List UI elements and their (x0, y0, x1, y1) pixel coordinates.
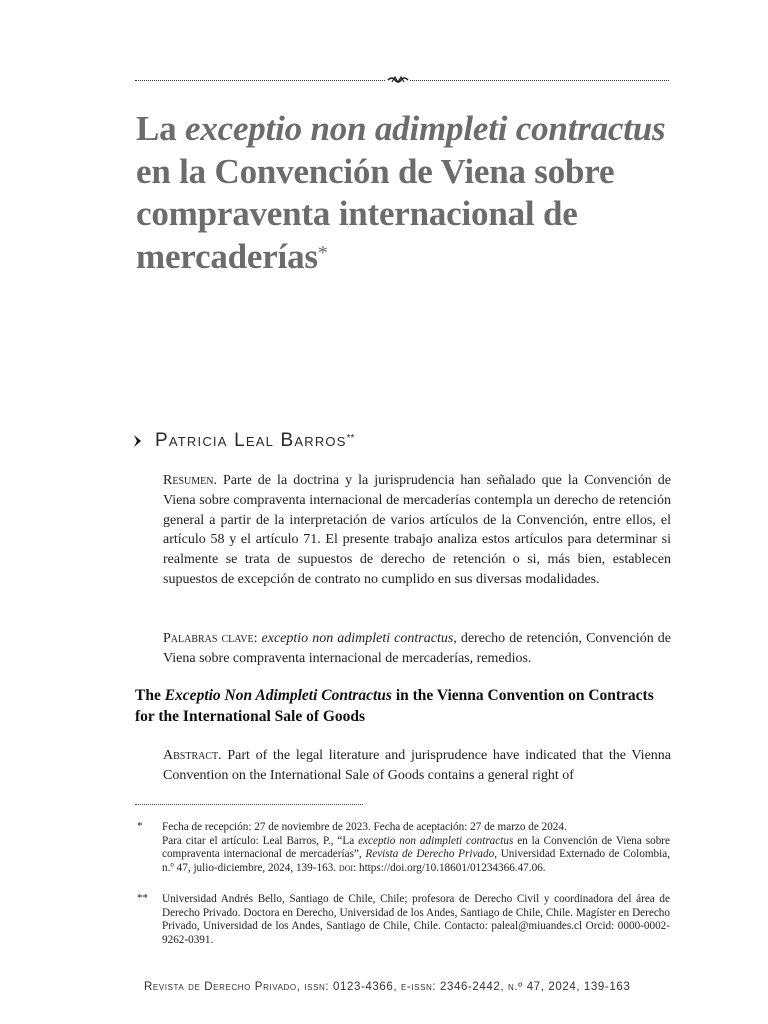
abstract-spanish (163, 471, 671, 590)
ornament-icon (386, 74, 410, 86)
title-italic: exceptio non adimpleti contractus (185, 109, 666, 148)
abstract-text: . Parte de la doctrina y la jurisprudencia han señalado que la Convención de Viena sobre compraventa internacional de mercaderías contempla un derecho de retención general a partir de la interpretación de varios artículos de la Convención, entre ellos, el artículo 58 y el artículo 71. El presente trabajo analiza estos artículos para determinar si realmente se trata de supuestos de derecho de retención o si, más bien, establecen supuestos de excepción de contrato no cumplido en sus diversas modalidades. (163, 473, 671, 587)
title-footnote-marker[interactable]: * (317, 241, 328, 264)
author-footnote-marker[interactable]: ** (346, 433, 355, 444)
footnote-affiliation: Universidad Andrés Bello, Santiago de Chile, Chile; profesora de Derecho Civil y coordinadora del área de Derecho Privado. Doctora en Derecho, Universidad de los Andes, Santiago de Chile, Chile. Magíster en Derecho Privado, Universidad de los Andes, Santiago de Chile, Chile. Contacto: paleal@miuandes.cl Orcid: 0000-0002-9262-0391. (162, 893, 670, 946)
article-title (136, 108, 696, 278)
abstract-label: Resumen (163, 473, 214, 488)
keywords-spanish (163, 629, 671, 669)
author-name-text: Patricia Leal Barros (155, 430, 347, 451)
title-part: en la Convención de Viena sobre compraventa internacional de mercaderías (136, 151, 615, 276)
footnote-citation: en la Convención de Viena sobre compraventa internacional de mercaderías”, (162, 834, 670, 861)
title-part: La (136, 109, 185, 148)
footnote-1-marker: * (137, 820, 143, 832)
footnote-2-marker: ** (137, 892, 148, 904)
journal-footer: Revista de Derecho Privado, issn: 0123-4366, e-issn: 2346-2442, n.º 47, 2024, 139-163 (144, 981, 631, 993)
footnote-doi-link[interactable]: : https://doi.org/10.18601/01234366.47.06. (353, 861, 546, 874)
english-title-part: The (135, 687, 165, 704)
abstract-en-text: . Part of the legal literature and jurisprudence have indicated that the Vienna Convention on the International Sale of Goods contains a general right of (163, 748, 671, 783)
footnote-rule (135, 804, 363, 805)
keywords-italic: exceptio non adimpleti contractus (261, 631, 454, 646)
footnote-journal: Revista de Derecho Privado (365, 848, 495, 861)
footnote-doi-label: doi (338, 861, 354, 874)
abstract-english (163, 746, 671, 786)
english-title-italic: Exceptio Non Adimpleti Contractus (164, 687, 392, 704)
footnote-citation-italic: exceptio non adimpleti contractus (358, 834, 514, 847)
author-name (155, 430, 354, 452)
abstract-en-label: Abstract (163, 748, 219, 763)
footnote-citation: Para citar el artículo: Leal Barros, P., “La (162, 834, 359, 847)
footnote-citation: , Universidad Externado de Colombia, n.º 47, julio-diciembre, 2024, 139-163. (162, 848, 671, 874)
keywords-text: , derecho de retención, Convención de Viena sobre compraventa internacional de mercaderías, remedios. (163, 631, 672, 666)
footnote-dates: Fecha de recepción: 27 de noviembre de 2023. Fecha de aceptación: 27 de marzo de 2024. (162, 821, 567, 833)
english-title-part: in the Vienna Convention on Contracts for the International Sale of Goods (135, 687, 654, 725)
footnote-2 (162, 893, 670, 947)
keywords-separator: : (253, 631, 262, 646)
author-line (133, 430, 533, 454)
footnote-1 (162, 821, 670, 875)
english-title (135, 685, 675, 727)
author-bullet-icon (133, 434, 143, 448)
keywords-label: Palabras clave (163, 631, 254, 646)
